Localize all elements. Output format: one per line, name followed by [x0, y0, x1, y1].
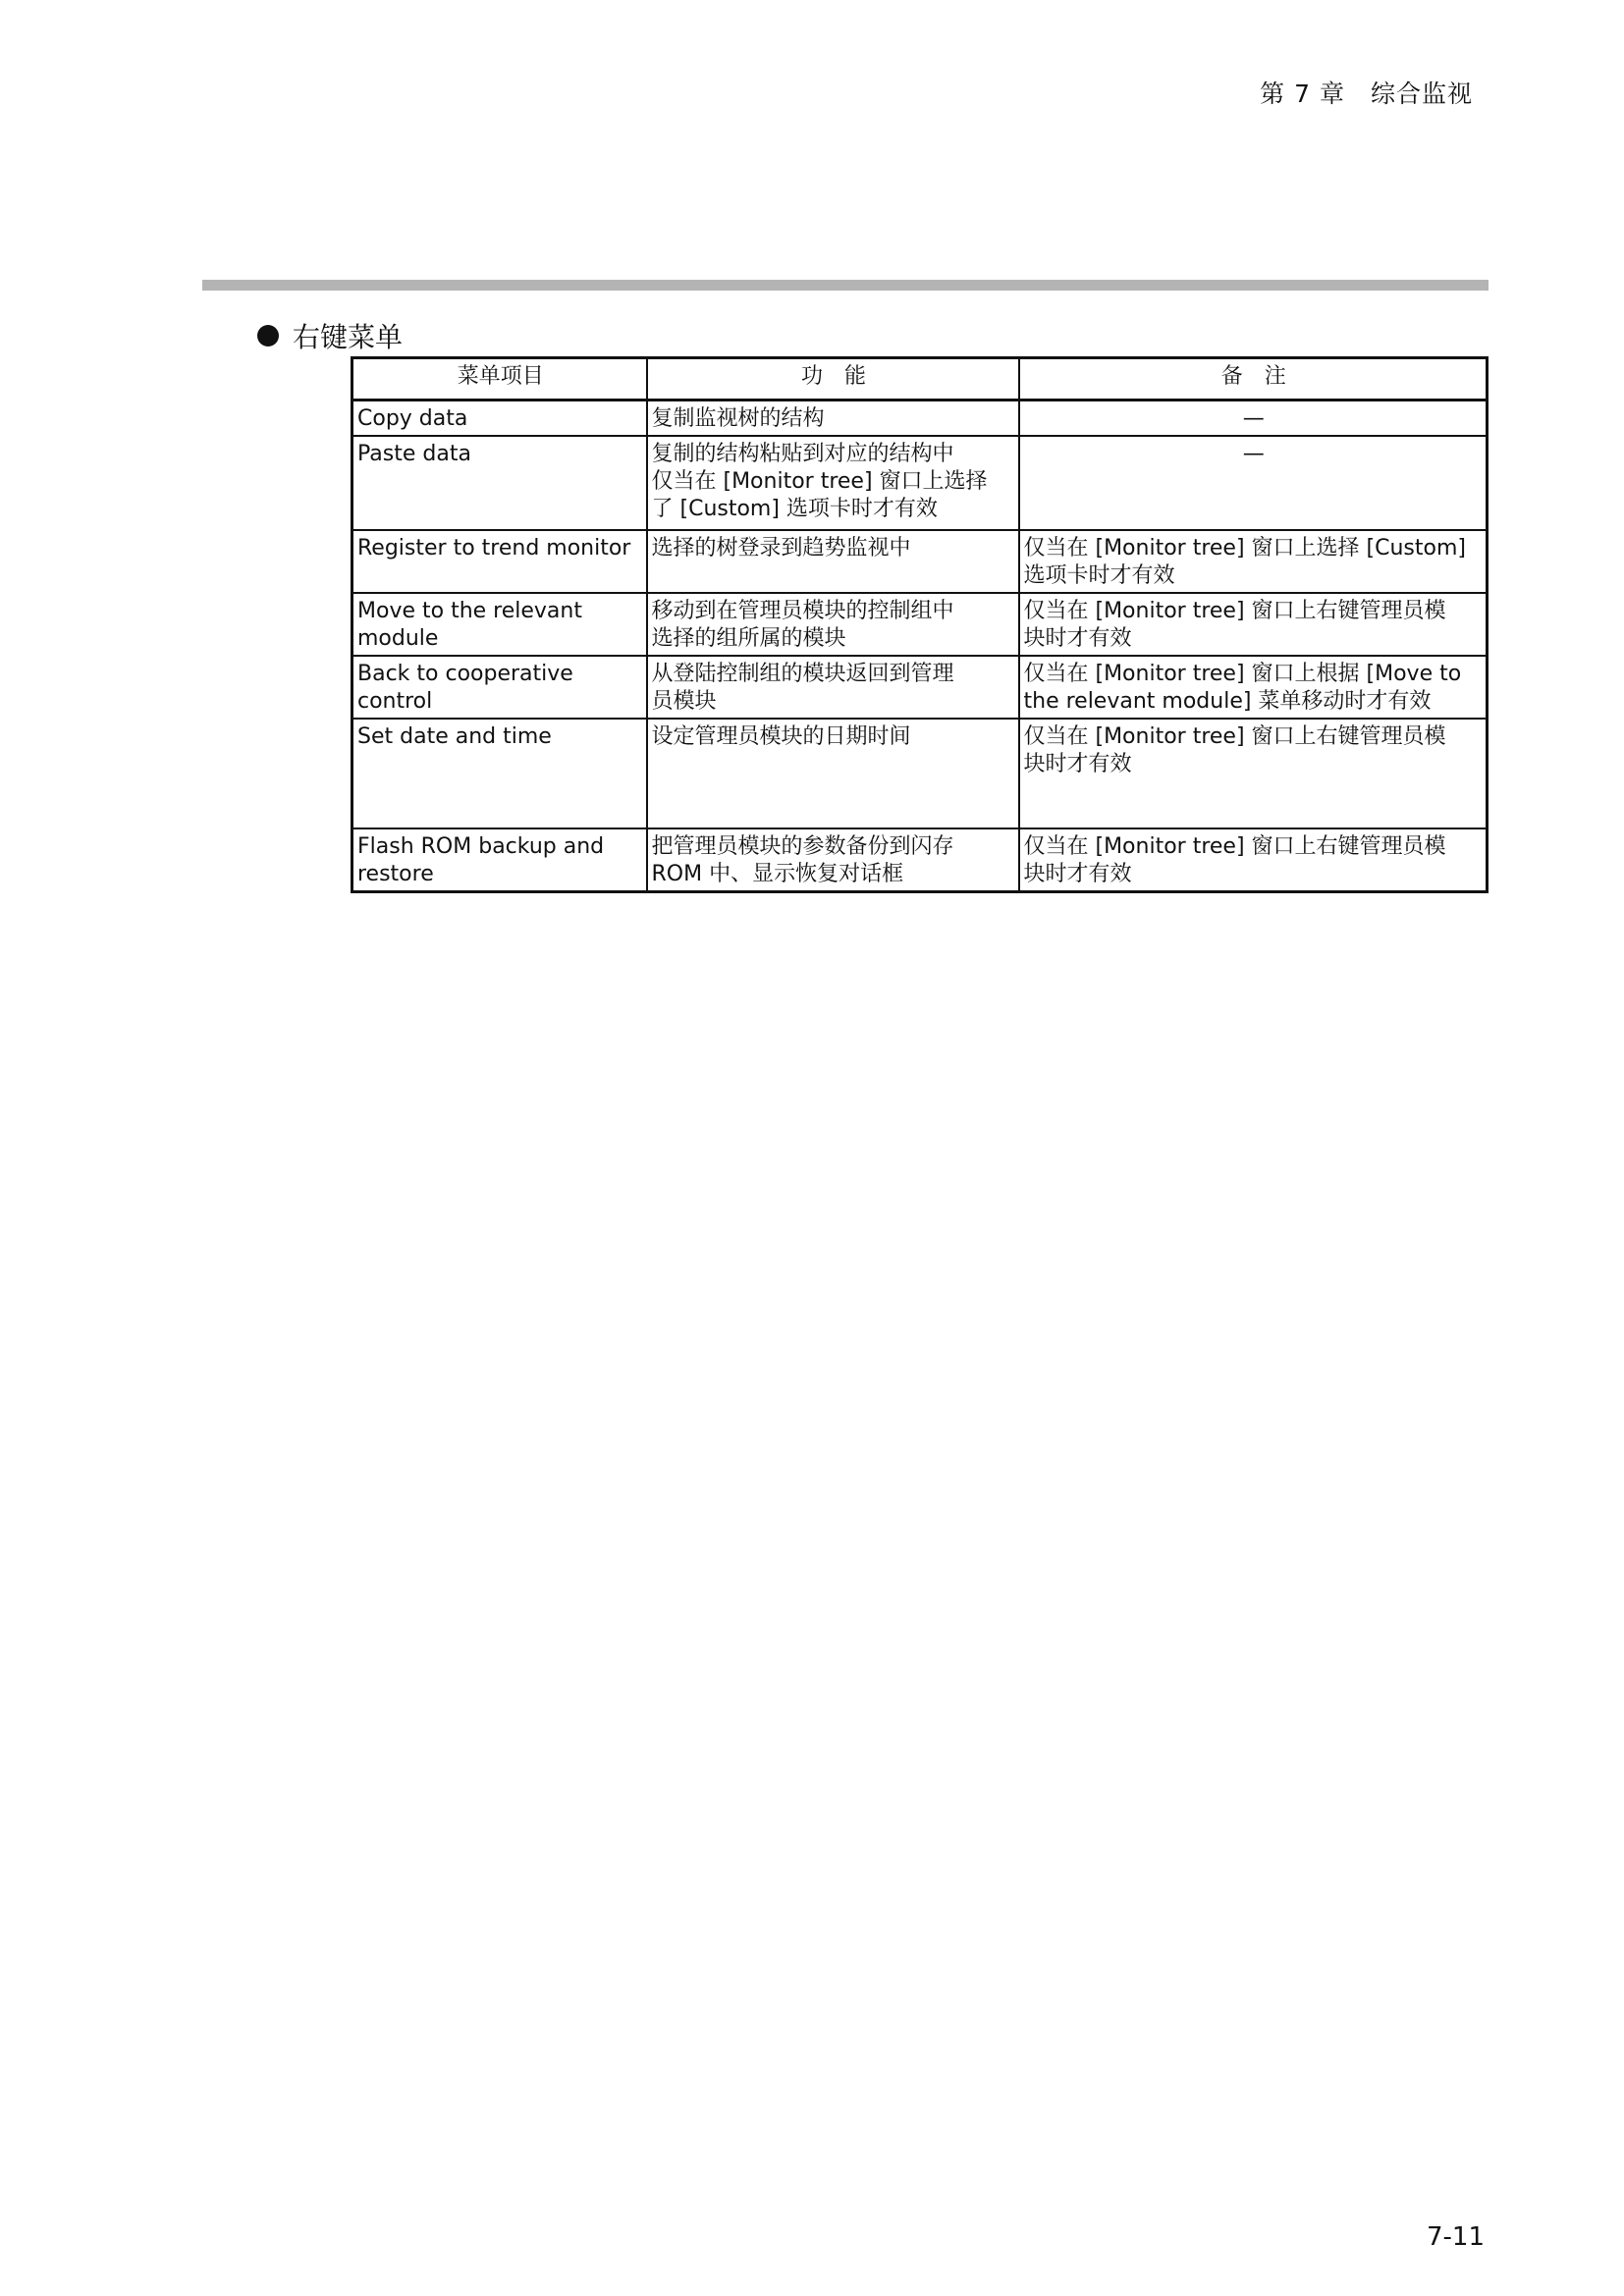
- remark-line: 仅当在 [Monitor tree] 窗口上根据 [Move to: [1023, 662, 1462, 686]
- chapter-header: [1260, 75, 1473, 110]
- remark-cell: [1019, 719, 1488, 828]
- function-line: 复制的结构粘贴到对应的结构中: [651, 442, 954, 466]
- remark-cell: [1019, 828, 1488, 892]
- menu-item-cell: [352, 828, 647, 892]
- remark-line: 仅当在 [Monitor tree] 窗口上右键管理员模: [1023, 599, 1446, 623]
- menu-item-cell: [352, 530, 647, 593]
- remark-line: 选项卡时才有效: [1023, 563, 1175, 588]
- function-line: 选择的树登录到趋势监视中: [651, 536, 911, 561]
- remark-line: the relevant module] 菜单移动时才有效: [1023, 689, 1432, 714]
- remark-line: —: [1242, 406, 1265, 431]
- menu-item-label: Register to trend monitor: [357, 536, 631, 561]
- table-row: [352, 400, 1488, 437]
- menu-item-label: Flash ROM backup and restore: [357, 834, 605, 886]
- remark-line: —: [1242, 442, 1265, 466]
- function-line: 设定管理员模块的日期时间: [651, 724, 911, 749]
- remark-cell: [1019, 436, 1488, 530]
- table-row: [352, 656, 1488, 719]
- remark-line: 仅当在 [Monitor tree] 窗口上右键管理员模: [1023, 834, 1446, 859]
- bullet-icon: [257, 325, 279, 347]
- table-row: [352, 530, 1488, 593]
- chapter-title: 综合监视: [1370, 80, 1473, 108]
- menu-item-label: Set date and time: [357, 724, 552, 749]
- chapter-number: 第 7 章: [1260, 80, 1345, 108]
- function-cell: [647, 436, 1019, 530]
- remark-line: 仅当在 [Monitor tree] 窗口上选择 [Custom]: [1023, 536, 1466, 561]
- remark-line: 块时才有效: [1023, 752, 1132, 776]
- menu-item-label: Back to cooperative control: [357, 662, 573, 714]
- function-cell: [647, 828, 1019, 892]
- function-cell: [647, 530, 1019, 593]
- function-line: 选择的组所属的模块: [651, 626, 846, 651]
- page-number: 7-11: [1426, 2222, 1485, 2252]
- column-header-remark: 备 注: [1019, 358, 1488, 400]
- remark-cell: [1019, 530, 1488, 593]
- function-line: 员模块: [651, 689, 717, 714]
- remark-cell: [1019, 593, 1488, 656]
- remark-line: 块时才有效: [1023, 862, 1132, 886]
- function-line: 仅当在 [Monitor tree] 窗口上选择: [651, 469, 988, 494]
- table-row: [352, 593, 1488, 656]
- table-header-row: [352, 358, 1488, 400]
- function-line: 把管理员模块的参数备份到闪存: [651, 834, 954, 859]
- function-line: 移动到在管理员模块的控制组中: [651, 599, 954, 623]
- menu-item-label: Paste data: [357, 442, 471, 466]
- remark-line: 块时才有效: [1023, 626, 1132, 651]
- menu-item-cell: [352, 593, 647, 656]
- function-line: ROM 中、显示恢复对话框: [651, 862, 904, 886]
- function-cell: [647, 656, 1019, 719]
- context-menu-table: [351, 356, 1489, 893]
- menu-item-cell: [352, 656, 647, 719]
- table-row: [352, 828, 1488, 892]
- menu-item-label: Copy data: [357, 406, 468, 431]
- remark-cell: [1019, 656, 1488, 719]
- function-cell: [647, 400, 1019, 437]
- menu-item-cell: [352, 436, 647, 530]
- remark-line: 仅当在 [Monitor tree] 窗口上右键管理员模: [1023, 724, 1446, 749]
- header-divider: [202, 280, 1489, 291]
- section-heading: [257, 316, 403, 355]
- column-header-function: 功 能: [647, 358, 1019, 400]
- menu-item-cell: [352, 400, 647, 437]
- function-cell: [647, 593, 1019, 656]
- function-cell: [647, 719, 1019, 828]
- table-row: [352, 436, 1488, 530]
- menu-item-cell: [352, 719, 647, 828]
- remark-cell: [1019, 400, 1488, 437]
- function-line: 复制监视树的结构: [651, 406, 825, 431]
- function-line: 从登陆控制组的模块返回到管理: [651, 662, 954, 686]
- column-header-menu-item: 菜单项目: [352, 358, 647, 400]
- section-title: 右键菜单: [293, 321, 404, 353]
- table-row: [352, 719, 1488, 828]
- function-line: 了 [Custom] 选项卡时才有效: [651, 497, 938, 521]
- menu-item-label: Move to the relevant module: [357, 599, 582, 651]
